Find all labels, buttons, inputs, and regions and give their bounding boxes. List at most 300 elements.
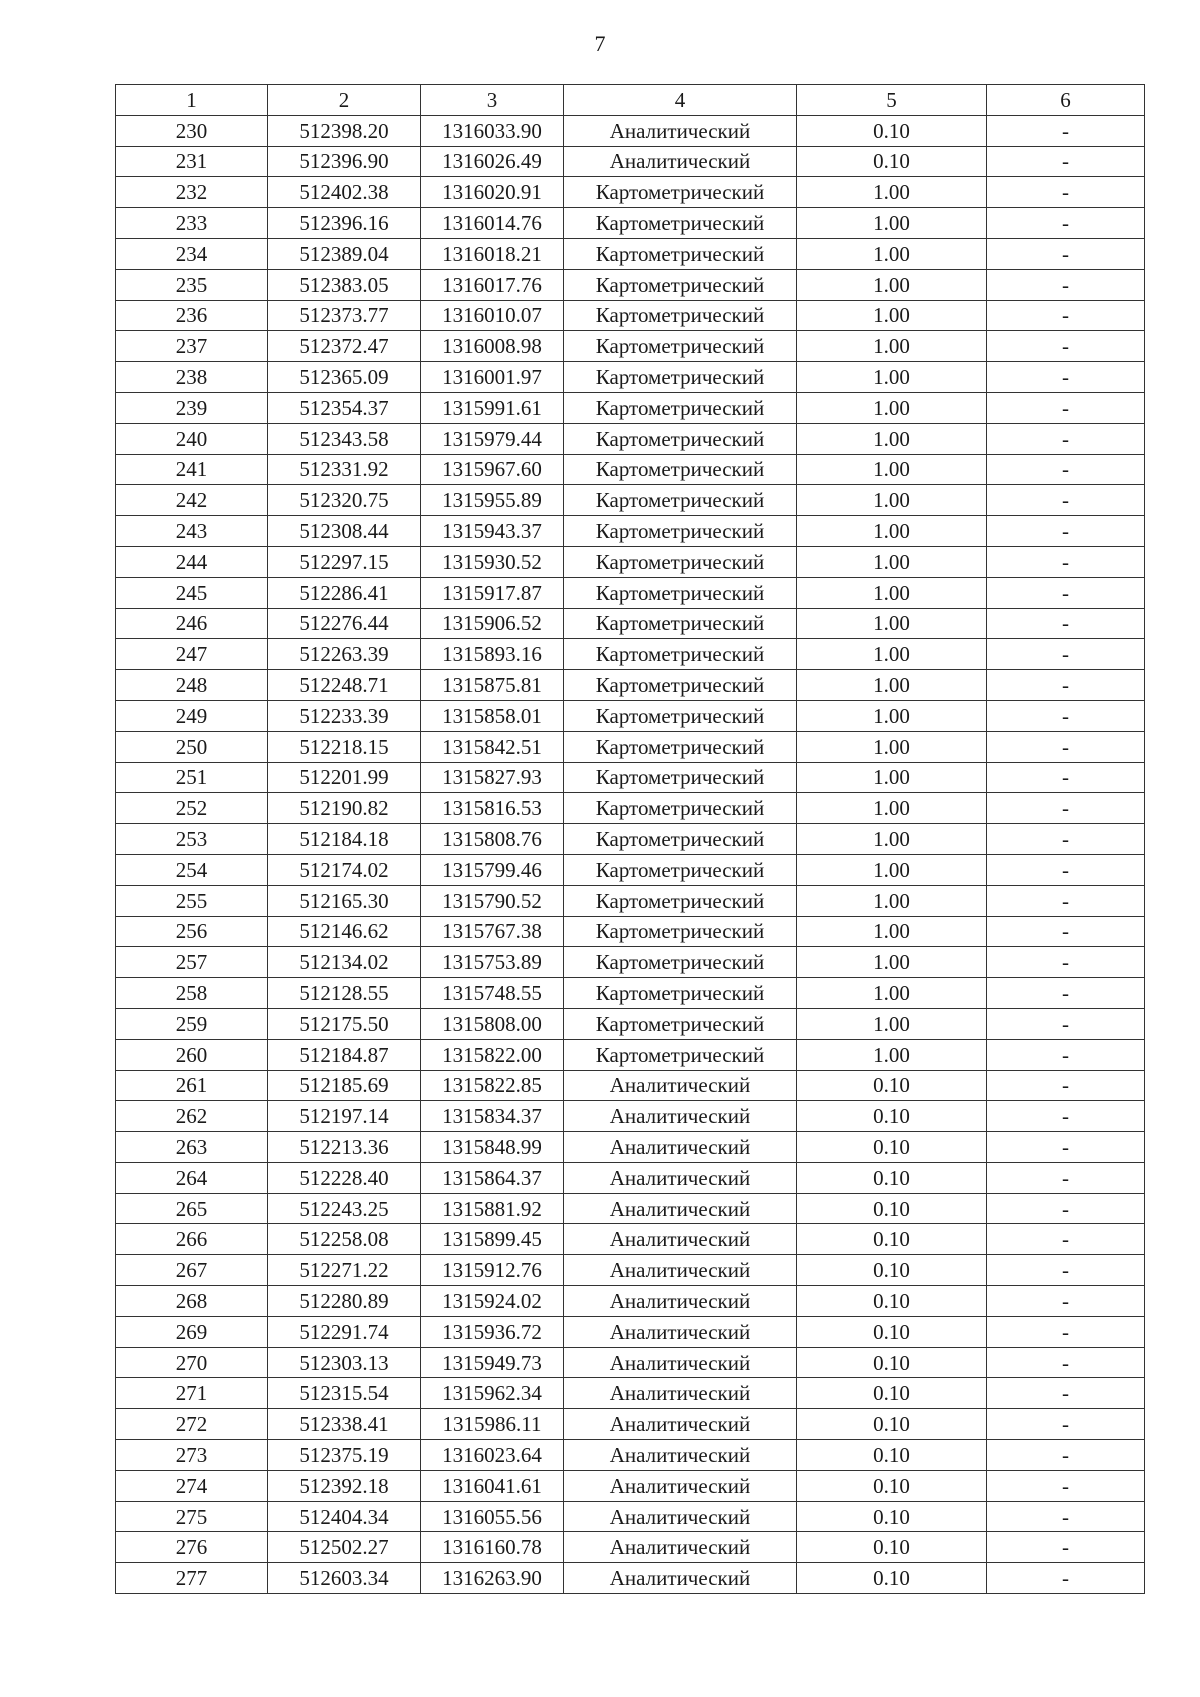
x-coordinate-cell: 512184.87 [268, 1039, 421, 1070]
table-row [116, 146, 1145, 177]
point-number-cell: 252 [116, 793, 268, 824]
description-cell: - [987, 639, 1145, 670]
table-row [116, 1501, 1145, 1532]
method-cell: Аналитический [564, 1162, 797, 1193]
description-cell: - [987, 1470, 1145, 1501]
point-number-cell: 235 [116, 269, 268, 300]
method-cell: Картометрический [564, 454, 797, 485]
point-number-cell: 237 [116, 331, 268, 362]
point-number-cell: 236 [116, 300, 268, 331]
accuracy-cell: 1.00 [797, 577, 987, 608]
method-cell: Аналитический [564, 1224, 797, 1255]
method-cell: Картометрический [564, 269, 797, 300]
y-coordinate-cell: 1315834.37 [421, 1101, 564, 1132]
x-coordinate-cell: 512392.18 [268, 1470, 421, 1501]
method-cell: Картометрический [564, 793, 797, 824]
y-coordinate-cell: 1316023.64 [421, 1440, 564, 1471]
table-row [116, 115, 1145, 146]
header-cell: 4 [564, 85, 797, 116]
header-cell: 5 [797, 85, 987, 116]
accuracy-cell: 1.00 [797, 331, 987, 362]
table-row [116, 1532, 1145, 1563]
method-cell: Картометрический [564, 546, 797, 577]
y-coordinate-cell: 1315930.52 [421, 546, 564, 577]
point-number-cell: 261 [116, 1070, 268, 1101]
table-row [116, 731, 1145, 762]
table-row [116, 1255, 1145, 1286]
point-number-cell: 258 [116, 978, 268, 1009]
method-cell: Аналитический [564, 1532, 797, 1563]
description-cell: - [987, 485, 1145, 516]
point-number-cell: 276 [116, 1532, 268, 1563]
point-number-cell: 231 [116, 146, 268, 177]
table-row [116, 238, 1145, 269]
accuracy-cell: 0.10 [797, 146, 987, 177]
description-cell: - [987, 1039, 1145, 1070]
accuracy-cell: 1.00 [797, 208, 987, 239]
coordinates-table [115, 84, 1145, 1594]
method-cell: Картометрический [564, 885, 797, 916]
point-number-cell: 250 [116, 731, 268, 762]
table-row [116, 362, 1145, 393]
x-coordinate-cell: 512383.05 [268, 269, 421, 300]
x-coordinate-cell: 512218.15 [268, 731, 421, 762]
point-number-cell: 240 [116, 423, 268, 454]
y-coordinate-cell: 1315893.16 [421, 639, 564, 670]
point-number-cell: 274 [116, 1470, 268, 1501]
accuracy-cell: 0.10 [797, 1347, 987, 1378]
point-number-cell: 233 [116, 208, 268, 239]
description-cell: - [987, 423, 1145, 454]
description-cell: - [987, 146, 1145, 177]
table-row [116, 608, 1145, 639]
method-cell: Аналитический [564, 1070, 797, 1101]
y-coordinate-cell: 1315748.55 [421, 978, 564, 1009]
table-row [116, 1193, 1145, 1224]
x-coordinate-cell: 512372.47 [268, 331, 421, 362]
x-coordinate-cell: 512354.37 [268, 392, 421, 423]
method-cell: Картометрический [564, 362, 797, 393]
accuracy-cell: 1.00 [797, 238, 987, 269]
accuracy-cell: 1.00 [797, 916, 987, 947]
description-cell: - [987, 608, 1145, 639]
method-cell: Картометрический [564, 208, 797, 239]
method-cell: Аналитический [564, 146, 797, 177]
y-coordinate-cell: 1315842.51 [421, 731, 564, 762]
method-cell: Картометрический [564, 978, 797, 1009]
y-coordinate-cell: 1315753.89 [421, 947, 564, 978]
point-number-cell: 232 [116, 177, 268, 208]
table-row [116, 1224, 1145, 1255]
table-row [116, 1132, 1145, 1163]
accuracy-cell: 1.00 [797, 762, 987, 793]
method-cell: Аналитический [564, 1409, 797, 1440]
description-cell: - [987, 885, 1145, 916]
accuracy-cell: 1.00 [797, 1039, 987, 1070]
accuracy-cell: 0.10 [797, 1501, 987, 1532]
accuracy-cell: 0.10 [797, 1132, 987, 1163]
table-row [116, 577, 1145, 608]
y-coordinate-cell: 1315822.00 [421, 1039, 564, 1070]
method-cell: Аналитический [564, 1255, 797, 1286]
x-coordinate-cell: 512373.77 [268, 300, 421, 331]
point-number-cell: 259 [116, 1008, 268, 1039]
accuracy-cell: 0.10 [797, 1470, 987, 1501]
table-row [116, 546, 1145, 577]
point-number-cell: 255 [116, 885, 268, 916]
y-coordinate-cell: 1316010.07 [421, 300, 564, 331]
description-cell: - [987, 269, 1145, 300]
accuracy-cell: 1.00 [797, 392, 987, 423]
y-coordinate-cell: 1315943.37 [421, 516, 564, 547]
point-number-cell: 238 [116, 362, 268, 393]
x-coordinate-cell: 512303.13 [268, 1347, 421, 1378]
table-row [116, 208, 1145, 239]
y-coordinate-cell: 1315962.34 [421, 1378, 564, 1409]
header-cell: 2 [268, 85, 421, 116]
point-number-cell: 254 [116, 854, 268, 885]
table-row [116, 916, 1145, 947]
x-coordinate-cell: 512297.15 [268, 546, 421, 577]
description-cell: - [987, 854, 1145, 885]
accuracy-cell: 1.00 [797, 177, 987, 208]
point-number-cell: 277 [116, 1563, 268, 1594]
y-coordinate-cell: 1316041.61 [421, 1470, 564, 1501]
accuracy-cell: 1.00 [797, 454, 987, 485]
method-cell: Аналитический [564, 1101, 797, 1132]
point-number-cell: 249 [116, 700, 268, 731]
description-cell: - [987, 1070, 1145, 1101]
y-coordinate-cell: 1315808.00 [421, 1008, 564, 1039]
method-cell: Аналитический [564, 1347, 797, 1378]
y-coordinate-cell: 1315858.01 [421, 700, 564, 731]
table-row [116, 1070, 1145, 1101]
y-coordinate-cell: 1316018.21 [421, 238, 564, 269]
y-coordinate-cell: 1315799.46 [421, 854, 564, 885]
point-number-cell: 266 [116, 1224, 268, 1255]
table-row [116, 1378, 1145, 1409]
description-cell: - [987, 793, 1145, 824]
description-cell: - [987, 1316, 1145, 1347]
description-cell: - [987, 1286, 1145, 1317]
x-coordinate-cell: 512174.02 [268, 854, 421, 885]
x-coordinate-cell: 512263.39 [268, 639, 421, 670]
table-row [116, 331, 1145, 362]
x-coordinate-cell: 512389.04 [268, 238, 421, 269]
x-coordinate-cell: 512213.36 [268, 1132, 421, 1163]
description-cell: - [987, 300, 1145, 331]
x-coordinate-cell: 512308.44 [268, 516, 421, 547]
y-coordinate-cell: 1316008.98 [421, 331, 564, 362]
method-cell: Картометрический [564, 700, 797, 731]
point-number-cell: 273 [116, 1440, 268, 1471]
y-coordinate-cell: 1315991.61 [421, 392, 564, 423]
method-cell: Картометрический [564, 577, 797, 608]
point-number-cell: 269 [116, 1316, 268, 1347]
accuracy-cell: 1.00 [797, 269, 987, 300]
accuracy-cell: 0.10 [797, 1563, 987, 1594]
x-coordinate-cell: 512175.50 [268, 1008, 421, 1039]
header-cell: 3 [421, 85, 564, 116]
point-number-cell: 241 [116, 454, 268, 485]
method-cell: Картометрический [564, 485, 797, 516]
table-row [116, 670, 1145, 701]
x-coordinate-cell: 512402.38 [268, 177, 421, 208]
header-cell: 1 [116, 85, 268, 116]
point-number-cell: 234 [116, 238, 268, 269]
description-cell: - [987, 1563, 1145, 1594]
x-coordinate-cell: 512201.99 [268, 762, 421, 793]
x-coordinate-cell: 512128.55 [268, 978, 421, 1009]
table-row [116, 762, 1145, 793]
point-number-cell: 253 [116, 824, 268, 855]
accuracy-cell: 1.00 [797, 700, 987, 731]
method-cell: Картометрический [564, 854, 797, 885]
accuracy-cell: 0.10 [797, 1070, 987, 1101]
y-coordinate-cell: 1316001.97 [421, 362, 564, 393]
x-coordinate-cell: 512315.54 [268, 1378, 421, 1409]
y-coordinate-cell: 1315864.37 [421, 1162, 564, 1193]
x-coordinate-cell: 512185.69 [268, 1070, 421, 1101]
accuracy-cell: 0.10 [797, 1101, 987, 1132]
point-number-cell: 260 [116, 1039, 268, 1070]
point-number-cell: 246 [116, 608, 268, 639]
table-row [116, 1008, 1145, 1039]
point-number-cell: 257 [116, 947, 268, 978]
description-cell: - [987, 978, 1145, 1009]
x-coordinate-cell: 512365.09 [268, 362, 421, 393]
method-cell: Аналитический [564, 1316, 797, 1347]
method-cell: Картометрический [564, 762, 797, 793]
x-coordinate-cell: 512184.18 [268, 824, 421, 855]
y-coordinate-cell: 1315767.38 [421, 916, 564, 947]
y-coordinate-cell: 1315949.73 [421, 1347, 564, 1378]
method-cell: Картометрический [564, 177, 797, 208]
accuracy-cell: 1.00 [797, 300, 987, 331]
y-coordinate-cell: 1315967.60 [421, 454, 564, 485]
table-row [116, 392, 1145, 423]
point-number-cell: 248 [116, 670, 268, 701]
x-coordinate-cell: 512228.40 [268, 1162, 421, 1193]
x-coordinate-cell: 512286.41 [268, 577, 421, 608]
method-cell: Картометрический [564, 423, 797, 454]
y-coordinate-cell: 1315912.76 [421, 1255, 564, 1286]
description-cell: - [987, 1347, 1145, 1378]
description-cell: - [987, 577, 1145, 608]
x-coordinate-cell: 512603.34 [268, 1563, 421, 1594]
y-coordinate-cell: 1316033.90 [421, 115, 564, 146]
table-row [116, 1039, 1145, 1070]
y-coordinate-cell: 1315924.02 [421, 1286, 564, 1317]
accuracy-cell: 0.10 [797, 1193, 987, 1224]
accuracy-cell: 1.00 [797, 731, 987, 762]
table-row [116, 793, 1145, 824]
y-coordinate-cell: 1315986.11 [421, 1409, 564, 1440]
method-cell: Аналитический [564, 1132, 797, 1163]
accuracy-cell: 1.00 [797, 1008, 987, 1039]
accuracy-cell: 1.00 [797, 824, 987, 855]
description-cell: - [987, 1193, 1145, 1224]
description-cell: - [987, 238, 1145, 269]
description-cell: - [987, 115, 1145, 146]
y-coordinate-cell: 1316014.76 [421, 208, 564, 239]
accuracy-cell: 1.00 [797, 885, 987, 916]
method-cell: Картометрический [564, 1039, 797, 1070]
table-row [116, 1347, 1145, 1378]
description-cell: - [987, 1440, 1145, 1471]
accuracy-cell: 1.00 [797, 670, 987, 701]
y-coordinate-cell: 1315848.99 [421, 1132, 564, 1163]
table-row [116, 516, 1145, 547]
method-cell: Картометрический [564, 824, 797, 855]
description-cell: - [987, 1378, 1145, 1409]
x-coordinate-cell: 512276.44 [268, 608, 421, 639]
header-row [116, 85, 1145, 116]
y-coordinate-cell: 1315816.53 [421, 793, 564, 824]
point-number-cell: 239 [116, 392, 268, 423]
y-coordinate-cell: 1316160.78 [421, 1532, 564, 1563]
y-coordinate-cell: 1316026.49 [421, 146, 564, 177]
accuracy-cell: 0.10 [797, 1316, 987, 1347]
method-cell: Аналитический [564, 115, 797, 146]
y-coordinate-cell: 1315875.81 [421, 670, 564, 701]
table-row [116, 269, 1145, 300]
method-cell: Картометрический [564, 608, 797, 639]
accuracy-cell: 0.10 [797, 1440, 987, 1471]
x-coordinate-cell: 512248.71 [268, 670, 421, 701]
description-cell: - [987, 762, 1145, 793]
table-row [116, 824, 1145, 855]
point-number-cell: 244 [116, 546, 268, 577]
x-coordinate-cell: 512271.22 [268, 1255, 421, 1286]
x-coordinate-cell: 512502.27 [268, 1532, 421, 1563]
description-cell: - [987, 1132, 1145, 1163]
description-cell: - [987, 700, 1145, 731]
method-cell: Аналитический [564, 1193, 797, 1224]
y-coordinate-cell: 1316055.56 [421, 1501, 564, 1532]
point-number-cell: 270 [116, 1347, 268, 1378]
description-cell: - [987, 1162, 1145, 1193]
description-cell: - [987, 454, 1145, 485]
point-number-cell: 256 [116, 916, 268, 947]
description-cell: - [987, 516, 1145, 547]
accuracy-cell: 1.00 [797, 978, 987, 1009]
table-row [116, 300, 1145, 331]
table-row [116, 1162, 1145, 1193]
table-row [116, 978, 1145, 1009]
method-cell: Аналитический [564, 1501, 797, 1532]
table-row [116, 639, 1145, 670]
table-row [116, 1316, 1145, 1347]
method-cell: Картометрический [564, 392, 797, 423]
page-number: 7 [594, 31, 606, 56]
method-cell: Картометрический [564, 331, 797, 362]
point-number-cell: 271 [116, 1378, 268, 1409]
x-coordinate-cell: 512396.16 [268, 208, 421, 239]
method-cell: Картометрический [564, 916, 797, 947]
point-number-cell: 245 [116, 577, 268, 608]
table-row [116, 1409, 1145, 1440]
method-cell: Аналитический [564, 1470, 797, 1501]
table-row [116, 1440, 1145, 1471]
x-coordinate-cell: 512197.14 [268, 1101, 421, 1132]
x-coordinate-cell: 512320.75 [268, 485, 421, 516]
point-number-cell: 242 [116, 485, 268, 516]
accuracy-cell: 1.00 [797, 362, 987, 393]
method-cell: Картометрический [564, 947, 797, 978]
table-row [116, 1286, 1145, 1317]
method-cell: Аналитический [564, 1378, 797, 1409]
table-row [116, 885, 1145, 916]
x-coordinate-cell: 512233.39 [268, 700, 421, 731]
accuracy-cell: 1.00 [797, 516, 987, 547]
point-number-cell: 275 [116, 1501, 268, 1532]
description-cell: - [987, 1101, 1145, 1132]
description-cell: - [987, 947, 1145, 978]
method-cell: Картометрический [564, 639, 797, 670]
x-coordinate-cell: 512291.74 [268, 1316, 421, 1347]
point-number-cell: 267 [116, 1255, 268, 1286]
y-coordinate-cell: 1315790.52 [421, 885, 564, 916]
y-coordinate-cell: 1315822.85 [421, 1070, 564, 1101]
description-cell: - [987, 670, 1145, 701]
accuracy-cell: 1.00 [797, 854, 987, 885]
accuracy-cell: 0.10 [797, 1409, 987, 1440]
x-coordinate-cell: 512258.08 [268, 1224, 421, 1255]
description-cell: - [987, 1008, 1145, 1039]
table-row [116, 423, 1145, 454]
point-number-cell: 268 [116, 1286, 268, 1317]
y-coordinate-cell: 1315881.92 [421, 1193, 564, 1224]
table-row [116, 1563, 1145, 1594]
x-coordinate-cell: 512190.82 [268, 793, 421, 824]
accuracy-cell: 1.00 [797, 423, 987, 454]
method-cell: Картометрический [564, 731, 797, 762]
accuracy-cell: 0.10 [797, 1378, 987, 1409]
x-coordinate-cell: 512398.20 [268, 115, 421, 146]
point-number-cell: 230 [116, 115, 268, 146]
y-coordinate-cell: 1316020.91 [421, 177, 564, 208]
description-cell: - [987, 731, 1145, 762]
x-coordinate-cell: 512338.41 [268, 1409, 421, 1440]
point-number-cell: 263 [116, 1132, 268, 1163]
point-number-cell: 262 [116, 1101, 268, 1132]
table-row [116, 1470, 1145, 1501]
description-cell: - [987, 824, 1145, 855]
description-cell: - [987, 331, 1145, 362]
x-coordinate-cell: 512404.34 [268, 1501, 421, 1532]
x-coordinate-cell: 512243.25 [268, 1193, 421, 1224]
accuracy-cell: 0.10 [797, 115, 987, 146]
x-coordinate-cell: 512165.30 [268, 885, 421, 916]
y-coordinate-cell: 1316263.90 [421, 1563, 564, 1594]
x-coordinate-cell: 512331.92 [268, 454, 421, 485]
description-cell: - [987, 1224, 1145, 1255]
y-coordinate-cell: 1315955.89 [421, 485, 564, 516]
method-cell: Аналитический [564, 1440, 797, 1471]
accuracy-cell: 0.10 [797, 1224, 987, 1255]
method-cell: Картометрический [564, 1008, 797, 1039]
x-coordinate-cell: 512146.62 [268, 916, 421, 947]
accuracy-cell: 0.10 [797, 1286, 987, 1317]
y-coordinate-cell: 1316017.76 [421, 269, 564, 300]
accuracy-cell: 1.00 [797, 608, 987, 639]
y-coordinate-cell: 1315827.93 [421, 762, 564, 793]
table-row [116, 700, 1145, 731]
description-cell: - [987, 1255, 1145, 1286]
table-row [116, 177, 1145, 208]
x-coordinate-cell: 512375.19 [268, 1440, 421, 1471]
